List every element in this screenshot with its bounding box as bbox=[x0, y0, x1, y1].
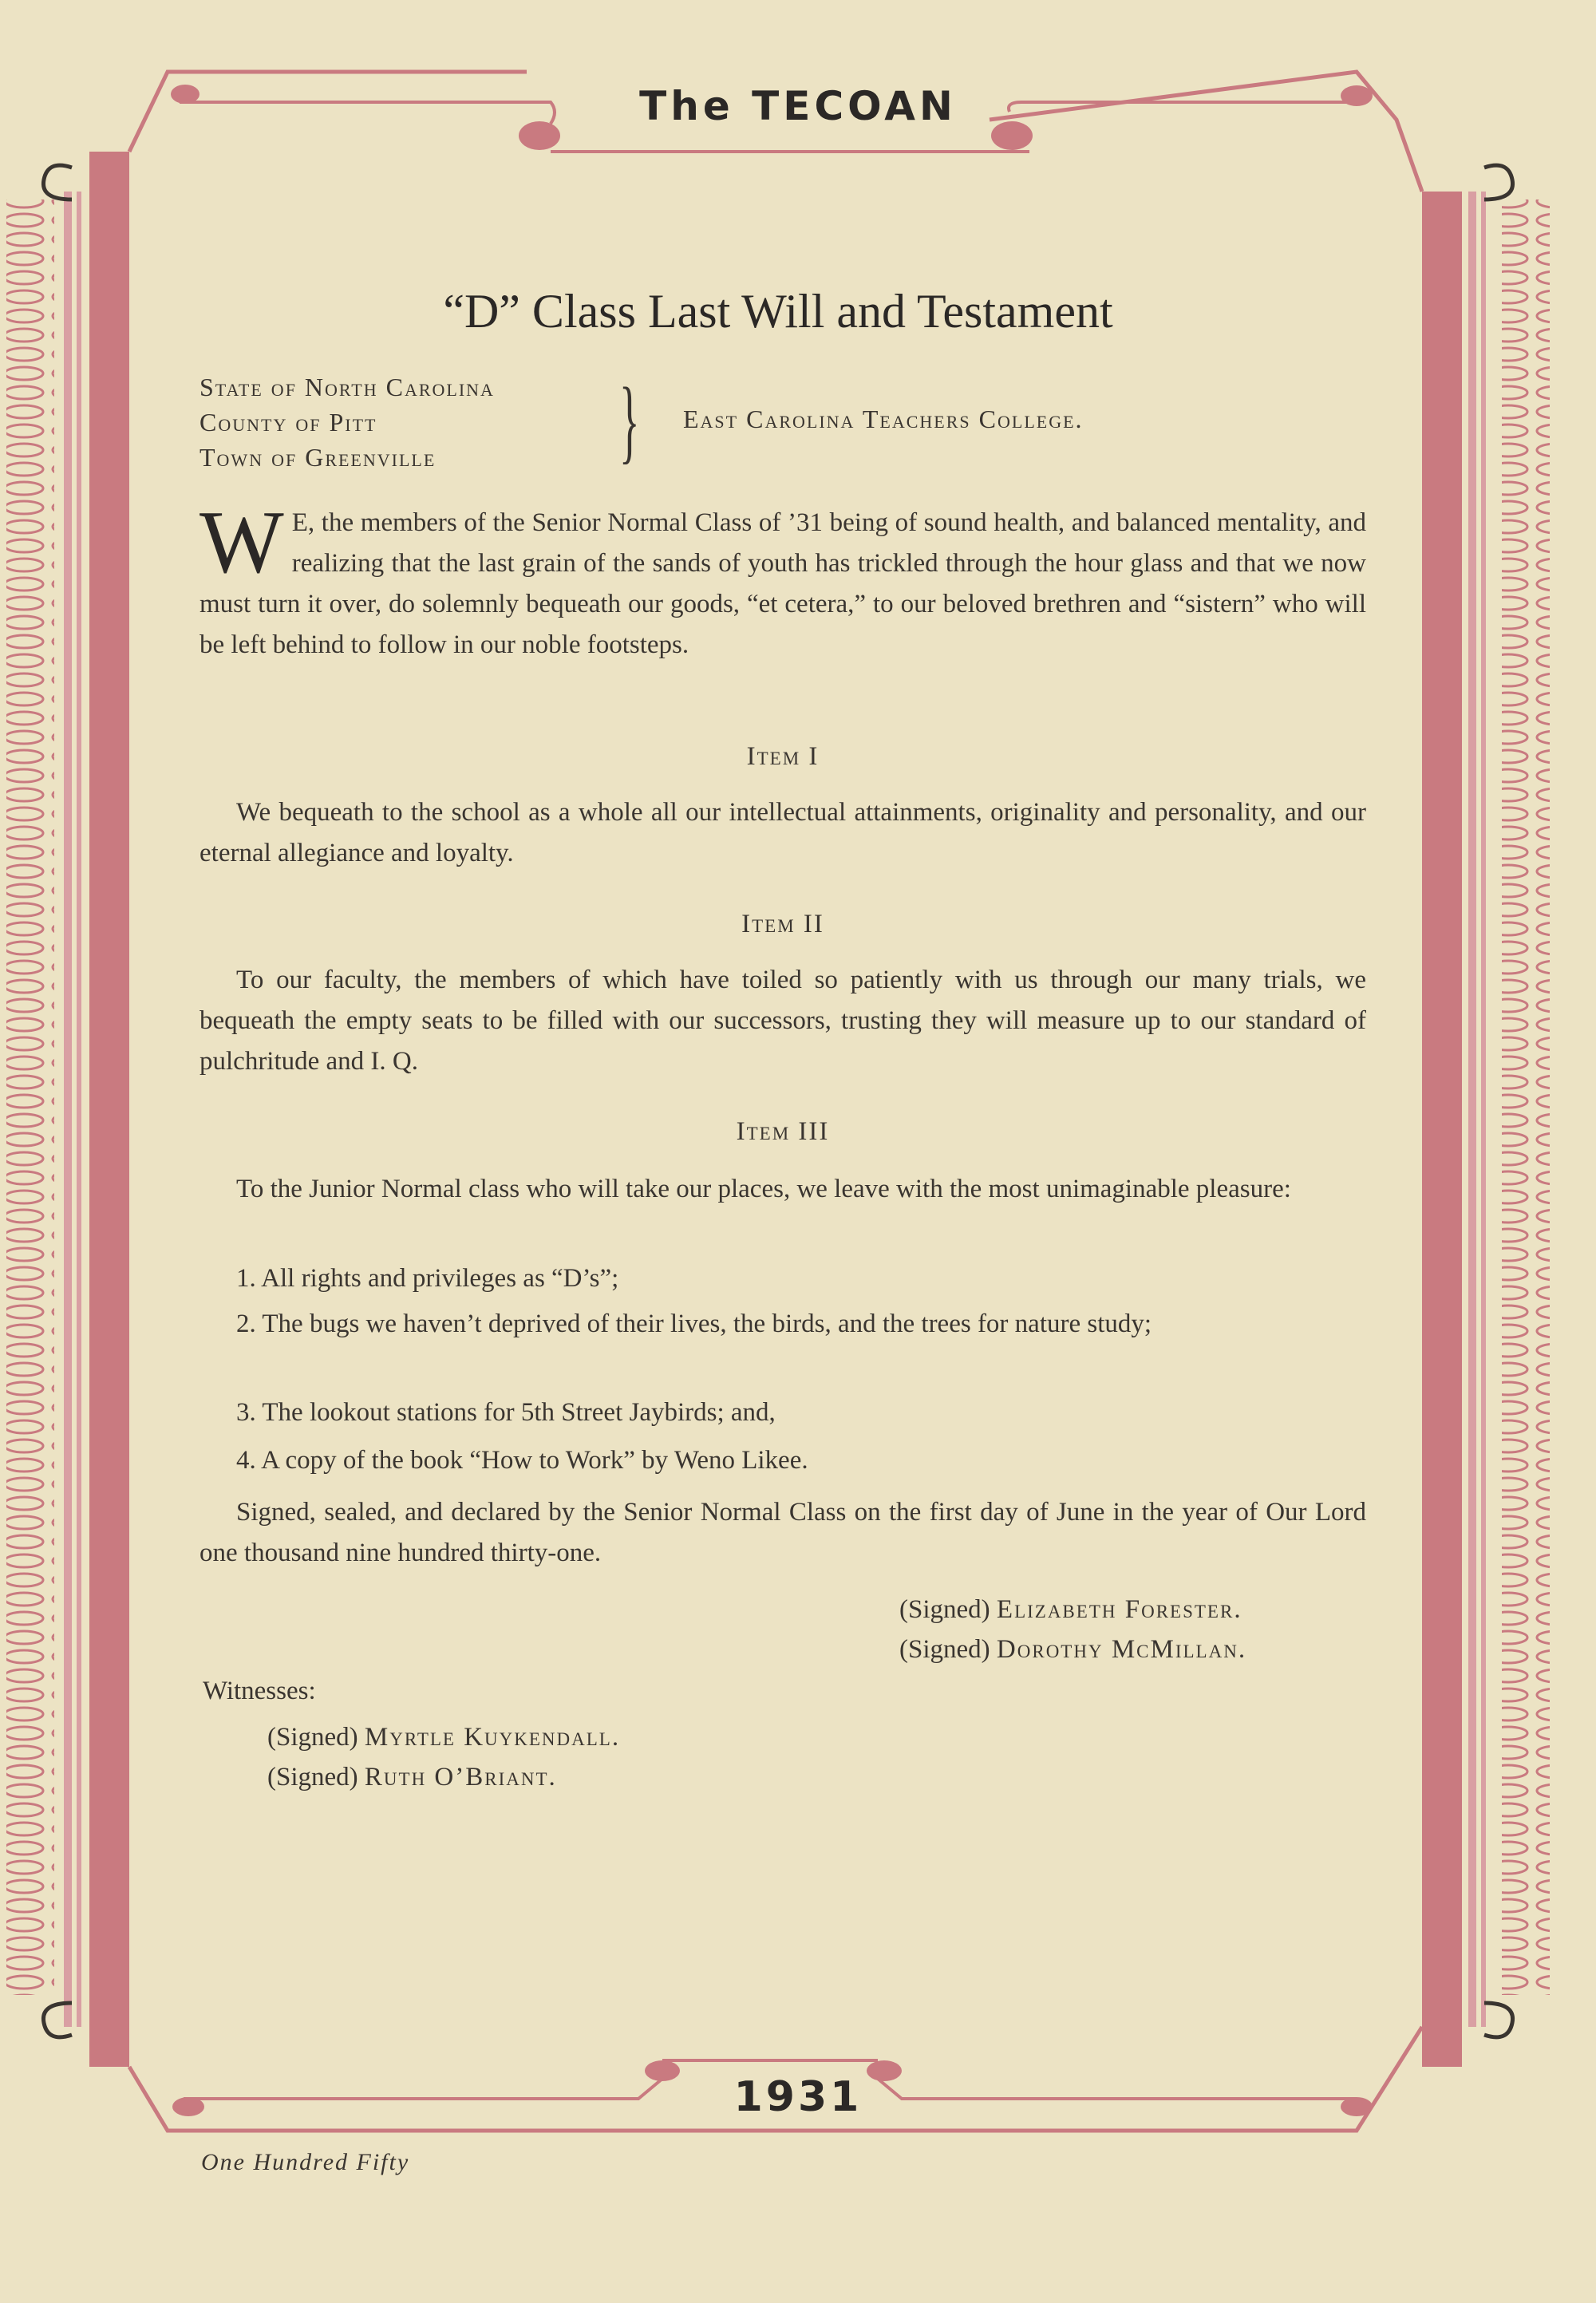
signer-2: (Signed) Dorothy McMillan. bbox=[899, 1635, 1247, 1664]
item-3-heading: Item III bbox=[736, 1117, 830, 1146]
list-item-4: 4. A copy of the book “How to Work” by Weno Likee. bbox=[236, 1446, 808, 1475]
signer-1: (Signed) Elizabeth Forester. bbox=[899, 1595, 1242, 1624]
jurisdiction-caption bbox=[200, 369, 495, 475]
closing-paragraph: Signed, sealed, and declared by the Senior Normal Class on the first day of June in the year of Our Lord one thousand nine hundred thirty-one. bbox=[200, 1498, 1366, 1567]
caption-line-county: County of Pitt bbox=[200, 408, 377, 437]
list-item-3: 3. The lookout stations for 5th Street Jaybirds; and, bbox=[236, 1398, 776, 1427]
list-item-2: 2. The bugs we haven’t deprived of their lives, the birds, and the trees for nature study; bbox=[236, 1310, 1152, 1338]
item-1-text: We bequeath to the school as a whole all our intellectual attainments, originality and personality, and our eternal allegiance and loyalty. bbox=[200, 798, 1366, 867]
witnesses-label: Witnesses: bbox=[203, 1677, 316, 1705]
intro-text: E, the members of the Senior Normal Class of ’31 being of sound health, and balanced mentality, and realizing that the last grain of the sands of youth has trickled through the hour glass and that we now must turn it over, do solemnly bequeath our goods, “et cetera,” to our beloved brethren and “sistern” who will be left behind to follow in our noble footsteps. bbox=[200, 508, 1366, 659]
year-banner: 1931 bbox=[733, 2073, 863, 2121]
caption-brace: } bbox=[619, 368, 640, 472]
college-name: East Carolina Teachers College. bbox=[683, 405, 1084, 433]
intro-paragraph bbox=[200, 493, 1366, 666]
caption-line-town: Town of Greenville bbox=[200, 443, 437, 472]
item-2-heading: Item II bbox=[741, 910, 824, 938]
witness-1: (Signed) Myrtle Kuykendall. bbox=[267, 1723, 621, 1752]
item-2-text: To our faculty, the members of which have toiled so patiently with us through our many trials, we bequeath the empty seats to be filled with our successors, trusting they will measure up to our standard of pulchritude and I. Q. bbox=[200, 966, 1366, 1076]
page-number: One Hundred Fifty bbox=[201, 2149, 410, 2175]
running-header: The TECOAN bbox=[639, 83, 957, 129]
witness-2: (Signed) Ruth O’Briant. bbox=[267, 1763, 557, 1791]
item-1-heading: Item I bbox=[746, 742, 820, 771]
caption-line-state: State of North Carolina bbox=[200, 373, 495, 401]
page-title: “D” Class Last Will and Testament bbox=[443, 285, 1113, 338]
item-3-text: To the Junior Normal class who will take our places, we leave with the most unimaginable pleasure: bbox=[236, 1175, 1291, 1203]
list-item-1: 1. All rights and privileges as “D’s”; bbox=[236, 1264, 619, 1293]
drop-cap: W bbox=[200, 493, 284, 592]
